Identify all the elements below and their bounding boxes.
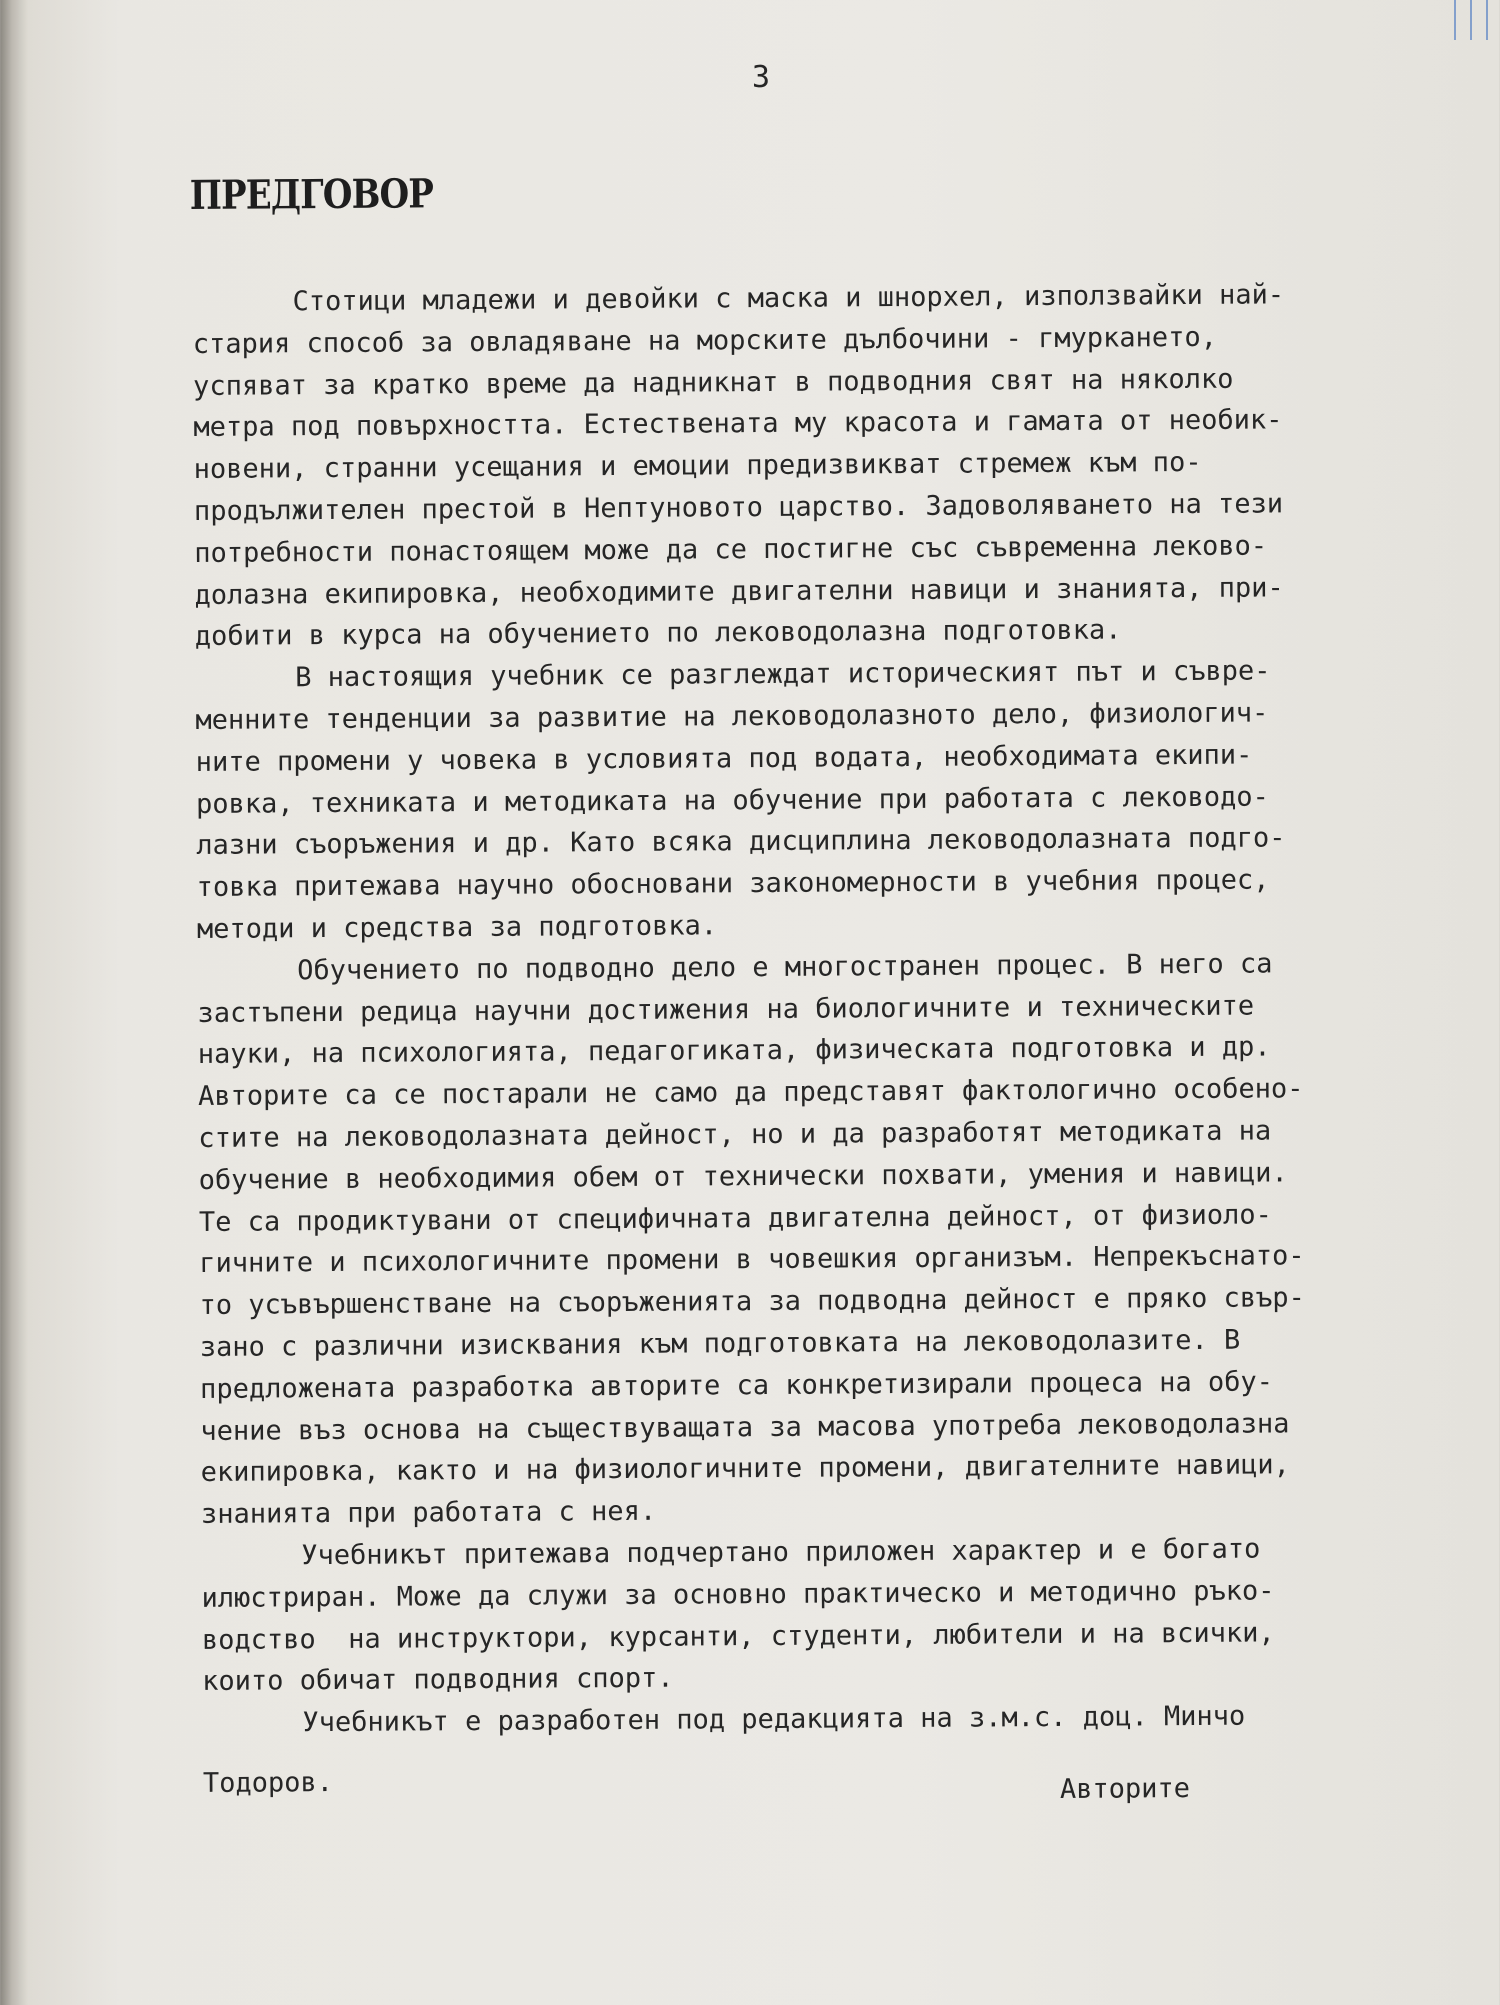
- preface-body: [192, 274, 1353, 1805]
- text-line: Авторите са се постарали не само да представят фактологично особено-: [197, 1073, 1304, 1113]
- text-line: застъпени редица научни достижения на биологичните и техническите: [197, 990, 1255, 1029]
- page-title: ПРЕДГОВОР: [189, 170, 434, 219]
- text-line: водство на инструктори, курсанти, студенти, любители и на всички,: [201, 1616, 1275, 1656]
- signature: Авторите: [1059, 1773, 1191, 1805]
- text-line: успяват за кратко време да надникнат в подводния свят на няколко: [193, 363, 1234, 402]
- text-line: Те са продиктувани от специфичната двигателна дейност, от физиоло-: [198, 1198, 1272, 1238]
- text-line: Стотици младежи и девойки с маска и шнорхел, използвайки най-: [292, 279, 1285, 318]
- text-line: знанията при работата с нея.: [200, 1495, 657, 1531]
- text-line: Учебникът притежава подчертано приложен характер и е богато: [301, 1533, 1261, 1572]
- text-line: метра под повърхността. Естествената му красота и гамата от необик-: [193, 404, 1283, 444]
- text-line: лазни съоръжения и др. Като всяка дисциплина леководолазната подго-: [196, 822, 1286, 862]
- text-line: В настоящия учебник се разглеждат историческият път и съвре-: [295, 655, 1271, 694]
- text-line: методи и средства за подготовка.: [196, 910, 718, 945]
- text-line: Обучението по подводно дело е многостранен процес. В него са: [297, 948, 1273, 987]
- text-line: Тодоров.: [202, 1766, 334, 1799]
- text-line: новени, странни усещания и емоции предизвикват стремеж към по-: [193, 447, 1202, 486]
- text-line: стите на леководолазната дейност, но и да разработят методиката на: [198, 1115, 1272, 1154]
- text-line: то усъвършенстване на съоръженията за подводна дейност е пряко свър-: [199, 1282, 1305, 1322]
- text-line: ните промени у човека в условията под водата, необходимата екипи-: [195, 739, 1253, 778]
- text-line: потребности понастоящем може да се постигне със съвременна леково-: [194, 530, 1268, 569]
- page-number: 3: [751, 59, 771, 96]
- text-line: екипировка, както и на физиологичните промени, двигателните навици,: [200, 1449, 1290, 1489]
- text-line: илюстриран. Може да служи за основно практическо и методично ръко-: [201, 1575, 1275, 1614]
- text-line: гичните и психологичните промени в човешкия организъм. Непрекъснато-: [199, 1240, 1305, 1280]
- text-line: менните тенденции за развитие на леководолазното дело, физиологич-: [195, 697, 1269, 736]
- text-line: ровка, техниката и методиката на обучение при работата с леководо-: [195, 781, 1269, 820]
- text-line: добити в курса на обучението по леководолазна подготовка.: [194, 614, 1122, 653]
- text-line: товка притежава научно обосновани закономерности в учебния процес,: [196, 864, 1270, 904]
- text-line: предложената разработка авторите са конкретизирали процеса на обу-: [200, 1366, 1274, 1405]
- text-line: стария способ за овладяване на морските дълбочини - гмуркането,: [192, 321, 1218, 360]
- text-line: долазна екипировка, необходимите двигателни навици и знанията, при-: [194, 571, 1284, 611]
- text-line: чение въз основа на съществуващата за масова употреба леководолазна: [200, 1407, 1290, 1447]
- text-line: зано с различни изисквания към подготовката на леководолазите. В: [199, 1324, 1241, 1363]
- text-line: Учебникът е разработен под редакцията на з.м.с. доц. Минчо: [302, 1700, 1246, 1739]
- text-line: продължителен престой в Нептуновото царство. Задоволяването на тези: [193, 488, 1284, 527]
- text-line: науки, на психологията, педагогиката, физическата подготовка и др.: [197, 1031, 1271, 1071]
- text-line: обучение в необходимия обем от технически похвати, умения и навици.: [198, 1157, 1288, 1196]
- text-line: които обичат подводния спорт.: [202, 1662, 674, 1698]
